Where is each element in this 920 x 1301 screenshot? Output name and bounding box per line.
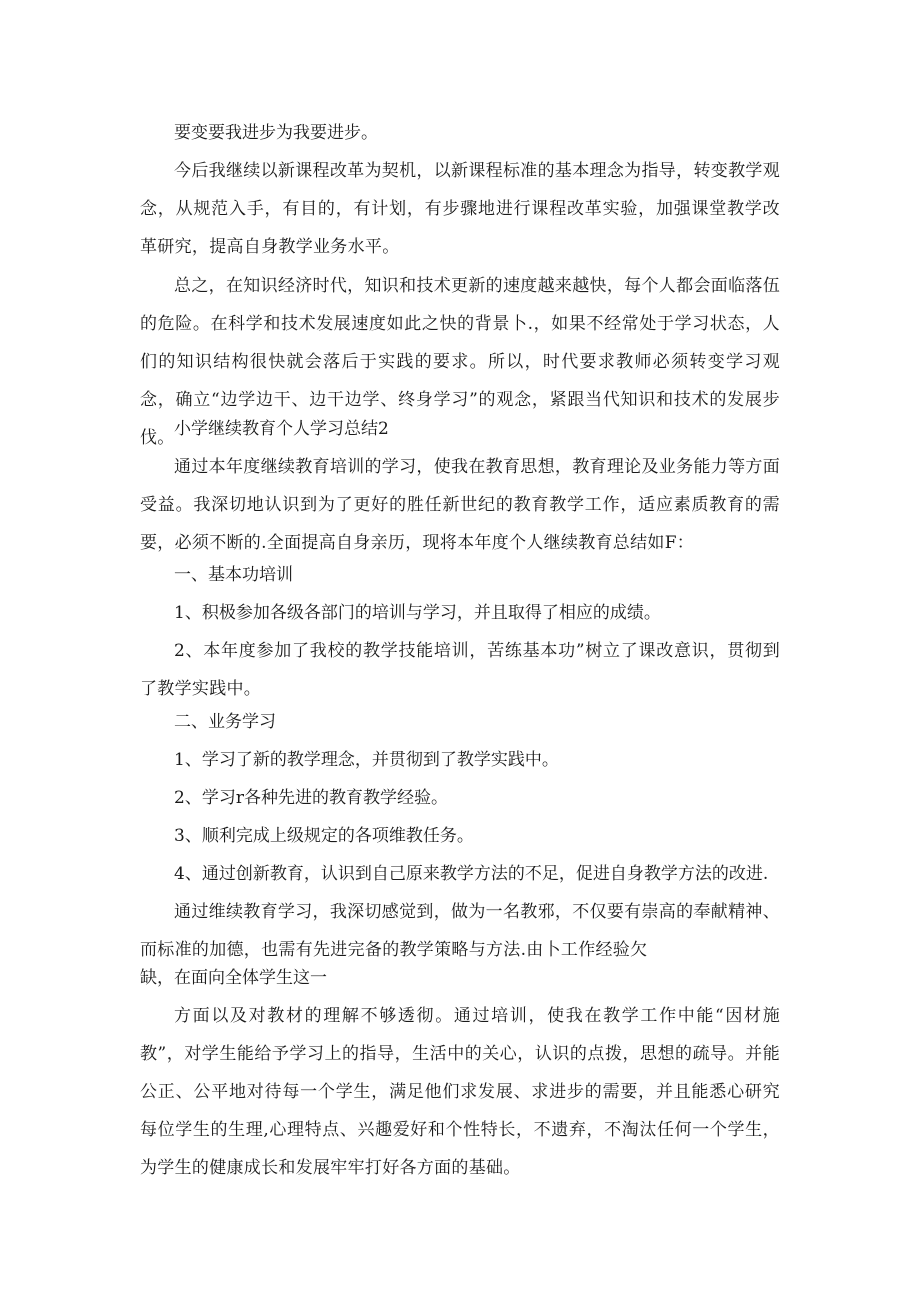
paragraph-future-plan: 今后我继续以新课程改革为契机，以新课程标准的基本理念为指导，转变教学观念，从规范入手，有目的，有计划，有步骤地进行课程改革实验，加强课堂教学改革研究，提高自身教学业务水平。 [140,161,780,257]
heading-business-study: 二、业务学习 [174,712,276,732]
list-item-business-4: 4、通过创新教育，认识到自己原来教学方法的不足，促进自身教学方法的改进. [174,864,769,884]
section-title-summary-2: 小学继续教育个人学习总结2 [174,419,389,439]
list-item-business-3: 3、顺利完成上级规定的各项维教任务。 [174,826,474,846]
list-item-business-1: 1、学习了新的教学理念，并贯彻到了教学实践中。 [174,750,559,770]
list-item-basic-1: 1、积极参加各级各部门的培训与学习，并且取得了相应的成绩。 [174,603,661,623]
heading-basic-skills: 一、基本功培训 [174,565,293,585]
list-item-basic-2: 2、本年度参加了我校的教学技能培训，苦练基本功”树立了课改意识，贯彻到了教学实践中。 [140,641,780,699]
paragraph-teaching-practice: 方面以及对教材的理解不够透彻。通过培训，使我在教学工作中能“因材施教”，对学生能给予学习上的指导，生活中的关心，认识的点拨，思想的疏导。并能公正、公平地对待每一个学生，满足他们求发展、求进步的需要，并且能悉心研究每位学生的生理,心理特点、兴趣爱好和个性特长，不遗弃，不淘汰任何一个学生，为学生的健康成长和发展牢牢打好各方面的基础。 [140,1006,780,1178]
paragraph-training-intro: 通过本年度继续教育培训的学习，使我在教育思想，教育理论及业务能力等方面受益。我深切地认识到为了更好的胜任新世纪的教育教学工作，适应素质教育的需要，必须不断的.全面提高自身亲历，现将本年度个人继续教育总结如F： [140,457,780,553]
paragraph-fragment: 缺，在面向全体学生这一 [140,968,327,988]
paragraph-intro-line: 要变要我进步为我要进步。 [174,123,378,143]
paragraph-reflection: 通过维续教育学习，我深切感觉到，做为一名教邪，不仅要有崇高的奉献精神、而标准的加德，也需有先进完备的教学策略与方法.由卜工作经验欠 [140,902,780,960]
paragraph-conclusion: 总之，在知识经济时代，知识和技术更新的速度越来越快，每个人都会面临落伍的危险。在科学和技术发展速度如此之快的背景卜.，如果不经常处于学习状态，人们的知识结构很快就会落后于实践的要求。所以，时代要求教师必须转变学习观念，确立“边学边干、边干边学、终身学习”的观念，紧跟当代知识和技术的发展步伐。 [140,276,780,448]
list-item-business-2: 2、学习r各种先进的教育教学经验。 [174,788,448,808]
